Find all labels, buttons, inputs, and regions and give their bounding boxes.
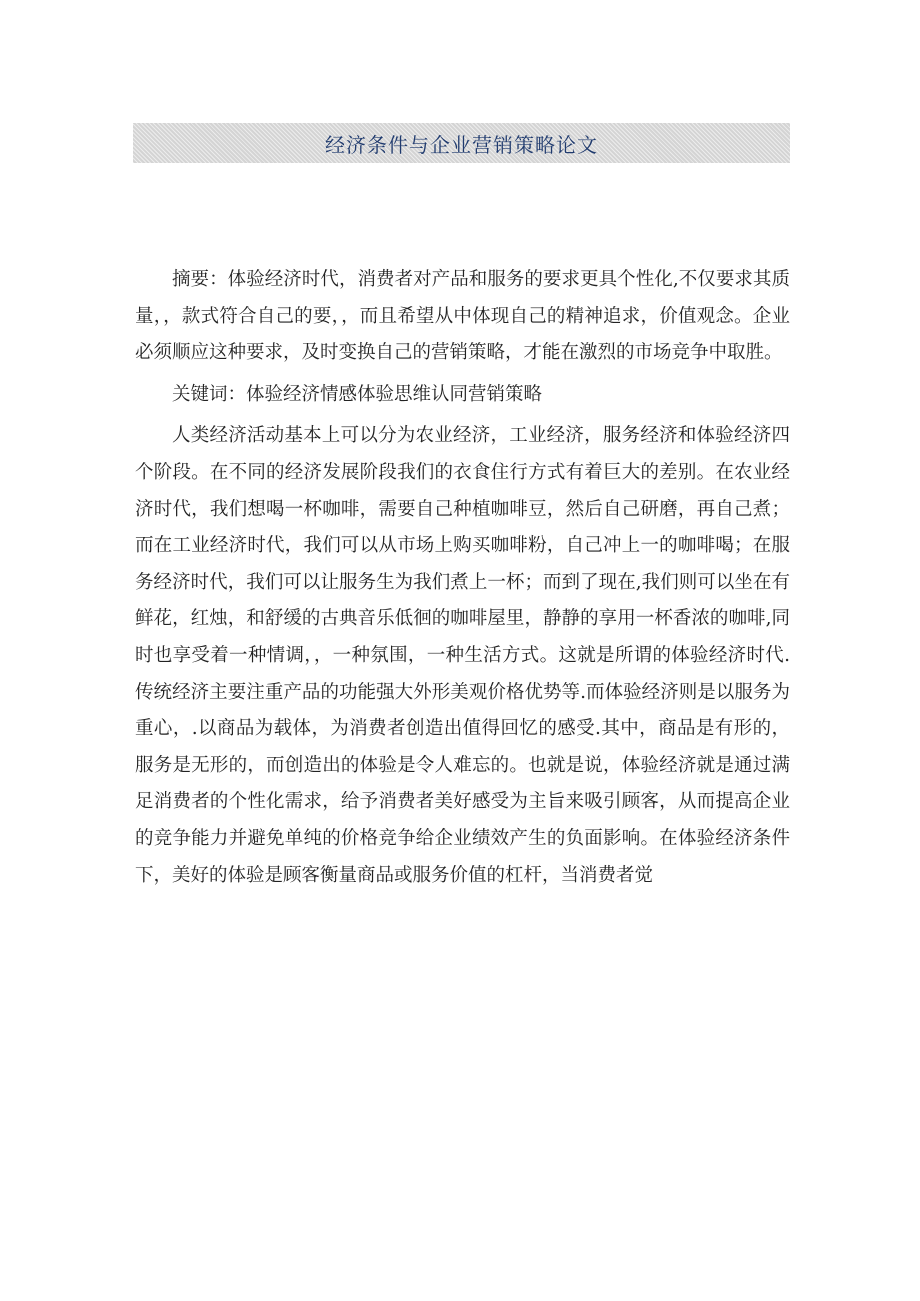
abstract-paragraph: 摘要：体验经济时代，消费者对产品和服务的要求更具个性化,不仅要求其质量，，款式符合自己的要，，而且希望从中体现自己的精神追求，价值观念。企业必须顺应这种要求，及时变换自己的营销策略，才能在激烈的市场竞争中取胜。 [135, 269, 790, 364]
body-paragraph: 人类经济活动基本上可以分为农业经济，工业经济，服务经济和体验经济四个阶段。在不同的经济发展阶段我们的衣食住行方式有着巨大的差别。在农业经济时代，我们想喝一杯咖啡，需要自己种植咖啡豆，然后自己研磨，再自己煮；而在工业经济时代，我们可以从市场上购买咖啡粉，自己冲上一的咖啡喝；在服务经济时代，我们可以让服务生为我们煮上一杯；而到了现在,我们则可以坐在有鲜花，红烛，和舒缓的古典音乐低徊的咖啡屋里，静静的享用一杯香浓的咖啡,同时也享受着一种情调，，一种氛围，一种生活方式。这就是所谓的体验经济时代.传统经济主要注重产品的功能强大外形美观价格优势等.而体验经济则是以服务为重心，.以商品为载体，为消费者创造出值得回忆的感受.其中，商品是有形的，服务是无形的，而创造出的体验是令人难忘的。也就是说，体验经济就是通过满足消费者的个性化需求，给予消费者美好感受为主旨来吸引顾客，从而提高企业的竞争能力并避免单纯的价格竞争给企业绩效产生的负面影响。在体验经济条件下，美好的体验是顾客衡量商品或服务价值的杠杆，当消费者觉 [135, 425, 790, 886]
keywords-paragraph: 关键词：体验经济情感体验思维认同营销策略 [172, 383, 543, 405]
document-title: 经济条件与企业营销策略论文 [325, 132, 598, 157]
title-banner [133, 123, 790, 163]
document-body [135, 262, 790, 899]
